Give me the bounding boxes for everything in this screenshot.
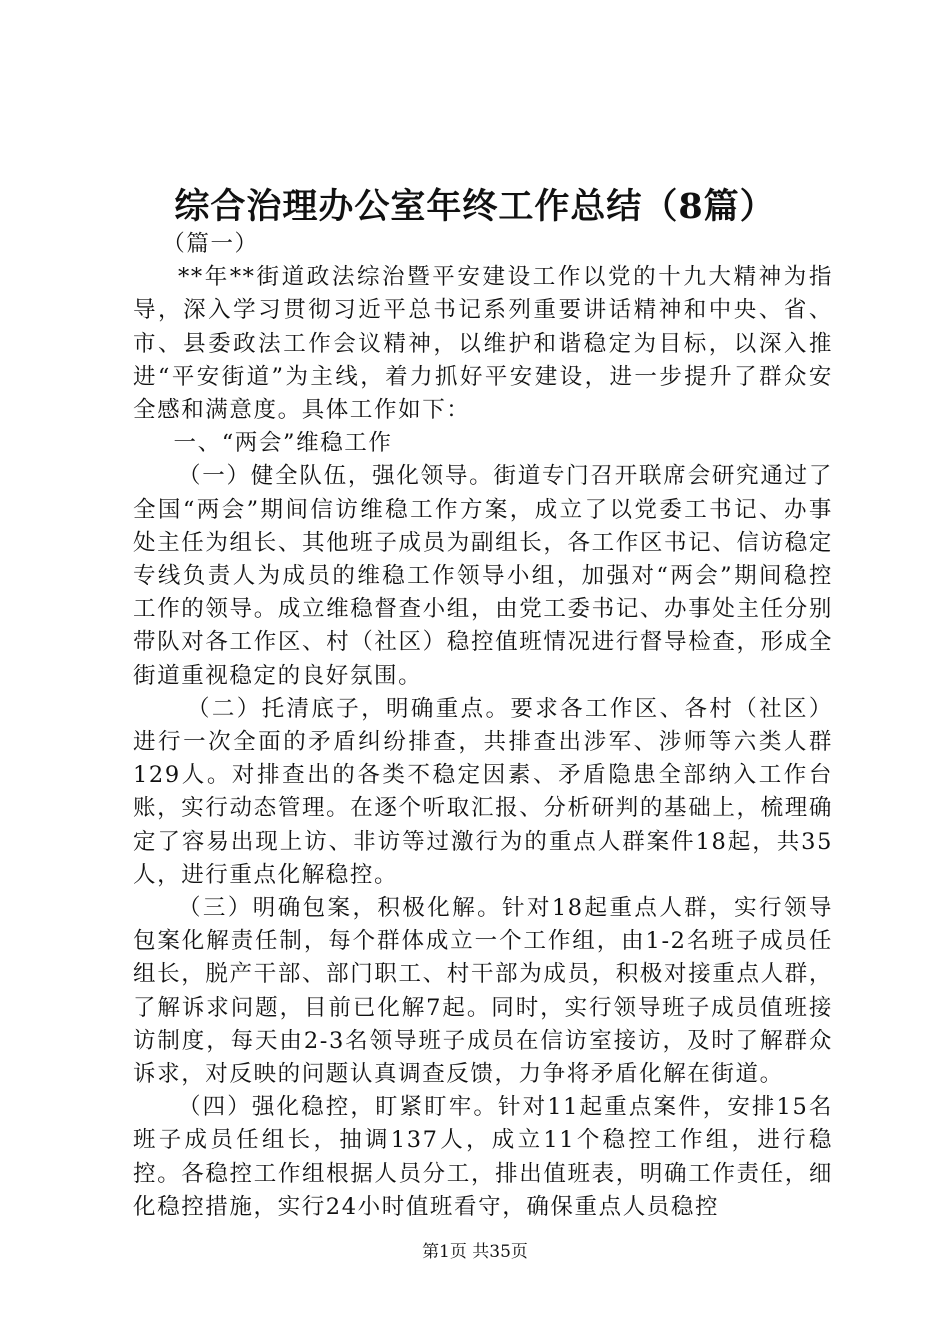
body-paragraph: （三）明确包案，积极化解。针对18起重点人群，实行领导包案化解责任制，每个群体成立一个工作组，由1-2名班子成员任组长，脱产干部、部门职工、村干部为成员，积极对接重点人群，了解诉求问题，目前已化解7起。同时，实行领导班子成员值班接访制度，每天由2-3名领导班子成员在信访室接访，及时了解群众诉求，对反映的问题认真调查反馈，力争将矛盾化解在街道。 [133, 895, 833, 1088]
document-body [133, 228, 833, 1224]
body-paragraph: （一）健全队伍，强化领导。街道专门召开联席会研究通过了全国“两会”期间信访维稳工作方案，成立了以党委工书记、办事处主任为组长、其他班子成员为副组长，各工作区书记、信访稳定专线负责人为成员的维稳工作领导小组，加强对“两会”期间稳控工作的领导。成立维稳督查小组，由党工委书记、办事处主任分别带队对各工作区、村（社区）稳控值班情况进行督导检查，形成全街道重视稳定的良好氛围。 [133, 463, 833, 689]
document-title: 综合治理办公室年终工作总结（8篇） [174, 186, 776, 227]
section-heading: 一、“两会”维稳工作 [173, 430, 393, 457]
body-paragraph: （四）强化稳控，盯紧盯牢。针对11起重点案件，安排15名班子成员任组长，抽调137人，成立11个稳控工作组，进行稳控。各稳控工作组根据人员分工，排出值班表，明确工作责任，细化稳控措施，实行24小时值班看守，确保重点人员稳控 [133, 1094, 833, 1220]
section-label: （篇一） [162, 231, 259, 257]
intro-paragraph: **年**街道政法综治暨平安建设工作以党的十九大精神为指导，深入学习贯彻习近平总书记系列重要讲话精神和中央、省、市、县委政法工作会议精神，以维护和谐稳定为目标，以深入推进“平安街道”为主线，着力抓好平安建设，进一步提升了群众安全感和满意度。具体工作如下： [133, 264, 833, 424]
body-paragraph: （二）托清底子，明确重点。要求各工作区、各村（社区）进行一次全面的矛盾纠纷排查，共排查出涉军、涉师等六类人群129人。对排查出的各类不稳定因素、矛盾隐患全部纳入工作台账，实行动态管理。在逐个听取汇报、分析研判的基础上，梳理确定了容易出现上访、非访等过激行为的重点人群案件18起，共35人，进行重点化解稳控。 [133, 695, 833, 888]
page-footer: 第1页 共35页 [422, 1242, 528, 1262]
